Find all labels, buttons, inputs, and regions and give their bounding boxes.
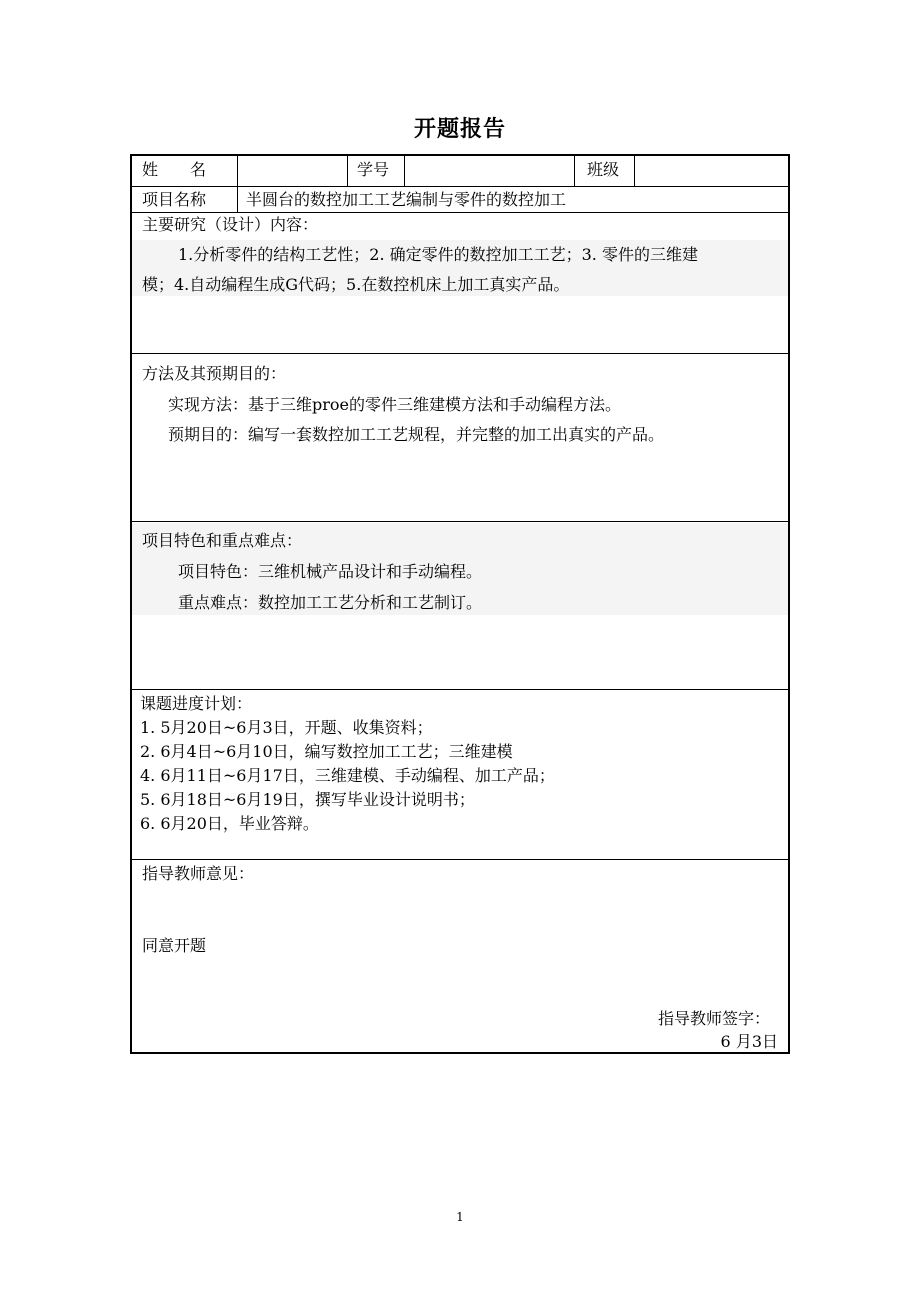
proposal-form xyxy=(130,154,790,1054)
schedule-item: 5. 6月18日~6月19日，撰写毕业设计说明书； xyxy=(140,790,475,809)
page-number: 1 xyxy=(456,1210,464,1224)
schedule-item: 2. 6月4日~6月10日，编写数控加工工艺；三维建模 xyxy=(140,742,513,761)
row-divider xyxy=(132,186,788,187)
schedule-item: 4. 6月11日~6月17日，三维建模、手动编程、加工产品； xyxy=(140,766,555,785)
section-divider xyxy=(132,689,788,690)
schedule-item: 6. 6月20日，毕业答辩。 xyxy=(140,814,319,833)
signature-date: 6 月3日 xyxy=(720,1032,778,1051)
divider xyxy=(347,156,348,186)
divider xyxy=(634,156,635,186)
section-divider xyxy=(132,353,788,354)
features-line-1: 项目特色：三维机械产品设计和手动编程。 xyxy=(178,562,483,581)
advisor-heading: 指导教师意见： xyxy=(142,864,255,883)
page-title: 开题报告 xyxy=(413,117,506,142)
name-label: 姓 名 xyxy=(142,160,207,179)
divider xyxy=(237,186,238,212)
method-line-2: 预期目的：编写一套数控加工工艺规程，并完整的加工出真实的产品。 xyxy=(168,425,665,444)
divider xyxy=(237,156,238,186)
class-label: 班级 xyxy=(587,160,620,179)
research-heading: 主要研究（设计）内容： xyxy=(142,215,319,234)
research-line-2: 模；4.自动编程生成G代码；5.在数控机床上加工真实产品。 xyxy=(142,275,570,294)
project-name-value: 半圆台的数控加工工艺编制与零件的数控加工 xyxy=(246,190,567,209)
divider xyxy=(574,156,575,186)
method-line-1: 实现方法：基于三维proe的零件三维建模方法和手动编程方法。 xyxy=(168,395,621,414)
schedule-heading: 课题进度计划： xyxy=(140,694,253,713)
advisor-signature-label: 指导教师签字： xyxy=(657,1009,770,1028)
project-name-label: 项目名称 xyxy=(142,190,207,209)
features-line-2: 重点难点：数控加工工艺分析和工艺制订。 xyxy=(178,593,483,612)
schedule-item: 1. 5月20日~6月3日，开题、收集资料； xyxy=(140,718,433,737)
section-divider xyxy=(132,859,788,860)
student-id-label: 学号 xyxy=(357,160,390,179)
section-divider xyxy=(132,521,788,522)
row-divider xyxy=(132,212,788,213)
features-heading: 项目特色和重点难点： xyxy=(142,531,303,550)
research-line-1: 1.分析零件的结构工艺性；2. 确定零件的数控加工工艺；3. 零件的三维建 xyxy=(178,245,698,264)
method-heading: 方法及其预期目的： xyxy=(142,364,287,383)
advisor-opinion: 同意开题 xyxy=(142,936,207,955)
divider xyxy=(404,156,405,186)
